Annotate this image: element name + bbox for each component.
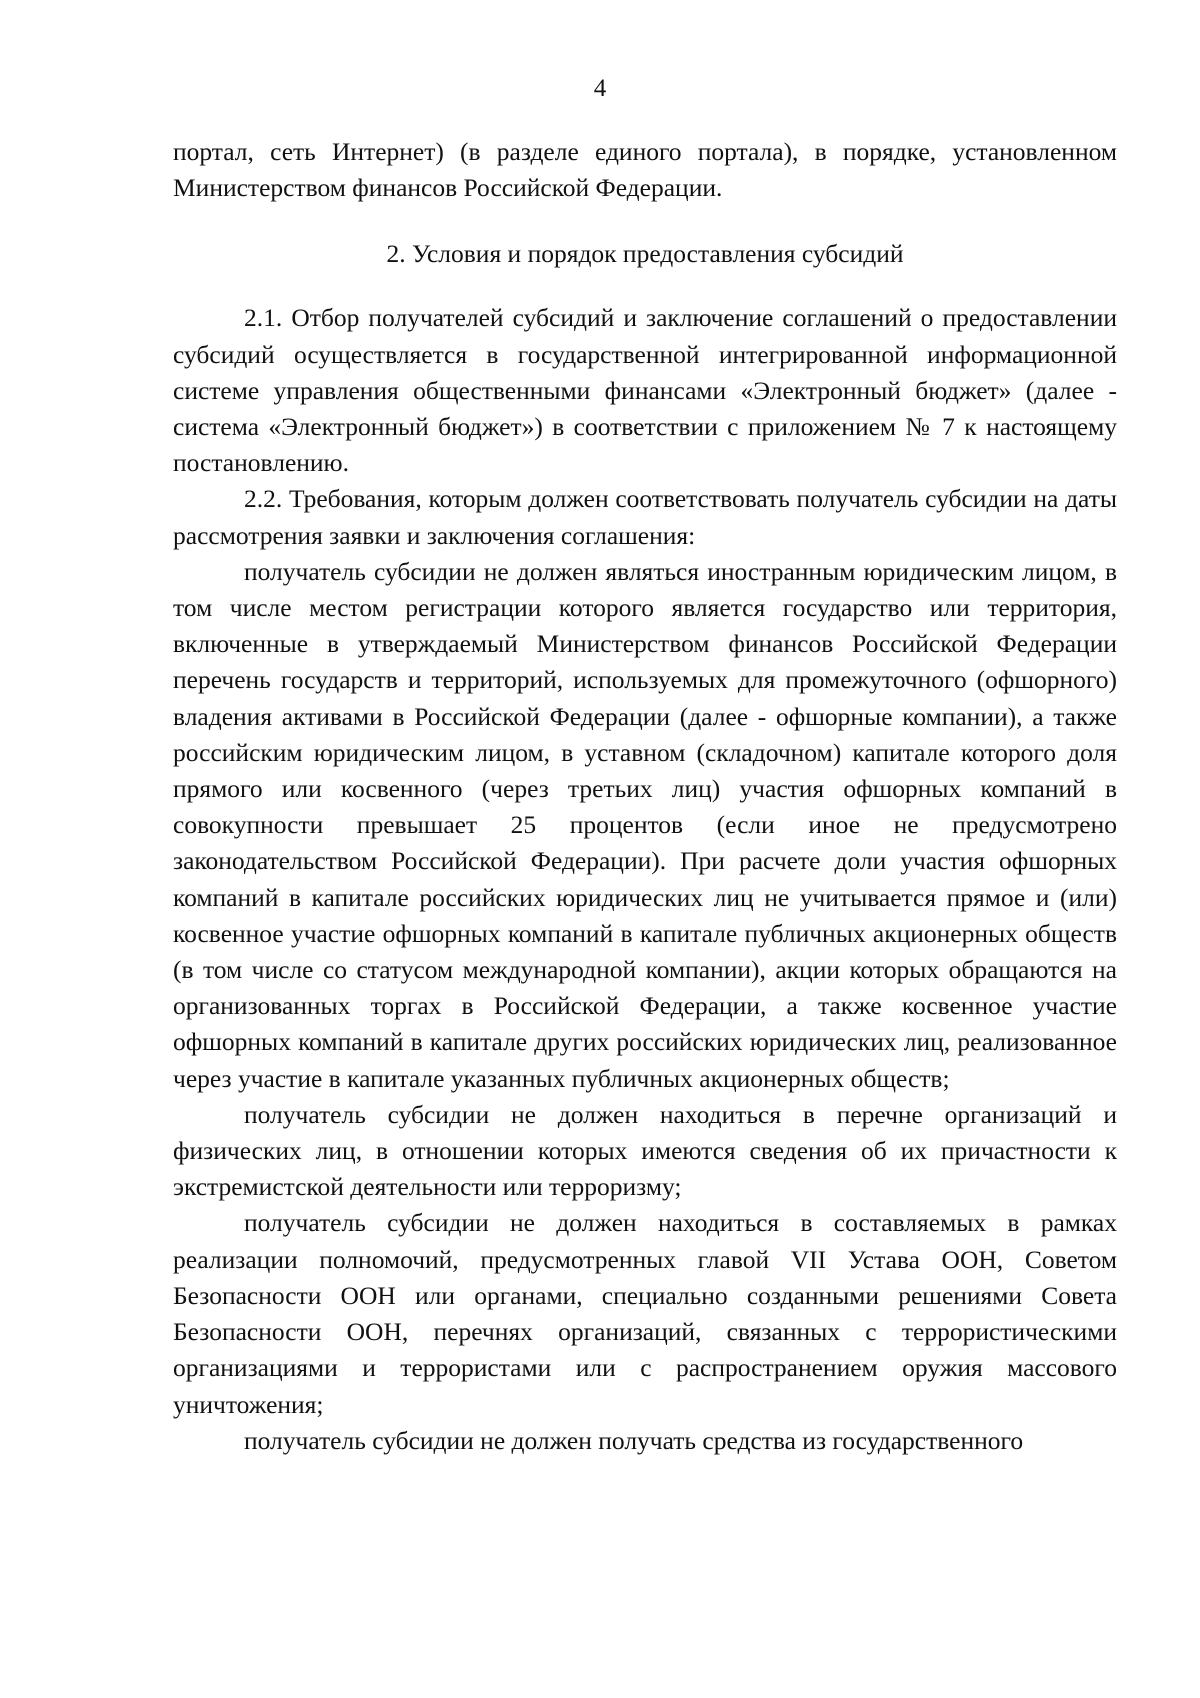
requirement-offshore: получатель субсидии не должен являться иностранным юридическим лицом, в том числе местом регистрации которого является государство или территория, включенные в утверждаемый Министерством финансов Российской Федерации перечень государств и территорий, используемых для промежуточного (офшорного) владения активами в Российской Федерации (далее - офшорные компании), а также российским юридическим лицом, в уставном (складочном) капитале которого доля прямого или косвенного (через третьих лиц) участия офшорных компаний в совокупности превышает 25 процентов (если иное не предусмотрено законодательством Российской Федерации). При расчете доли участия офшорных компаний в капитале российских юридических лиц не учитывается прямое и (или) косвенное участие офшорных компаний в капитале публичных акционерных обществ (в том числе со статусом международной компании), акции которых обращаются на организованных торгах в Российской Федерации, а также косвенное участие офшорных компаний в капитале других российских юридических лиц, реализованное через участие в капитале указанных публичных акционерных обществ; [173, 556, 1117, 1093]
section-heading: 2. Условия и порядок предоставления субсидий [386, 239, 904, 269]
document-body [173, 134, 1117, 1459]
page-number: 4 [593, 75, 607, 102]
paragraph-2-1: 2.1. Отбор получателей субсидий и заключение соглашений о предоставлении субсидий осуществляется в государственной интегрированной информационной системе управления общественными финансами «Электронный бюджет» (далее - система «Электронный бюджет») в соответствии с приложением № 7 к настоящему постановлению. [173, 303, 1117, 478]
requirement-extremism: получатель субсидии не должен находиться в перечне организаций и физических лиц, в отношении которых имеются сведения об их причастности к экстремистской деятельности или терроризму; [173, 1099, 1117, 1202]
requirement-un-lists: получатель субсидии не должен находиться в составляемых в рамках реализации полномочий, предусмотренных главой VII Устава ООН, Советом Безопасности ООН или органами, специально созданными решениями Совета Безопасности ООН, перечнях организаций, связанных с террористическими организациями и террористами или с распространением оружия массового уничтожения; [173, 1208, 1117, 1419]
paragraph-2-2: 2.2. Требования, которым должен соответствовать получатель субсидии на даты рассмотрения заявки и заключения соглашения: [173, 484, 1117, 550]
requirement-state-funds: получатель субсидии не должен получать средства из государственного [244, 1425, 1024, 1455]
intro-paragraph: портал, сеть Интернет) (в разделе единого портала), в порядке, установленном Министерством финансов Российской Федерации. [173, 137, 1117, 203]
